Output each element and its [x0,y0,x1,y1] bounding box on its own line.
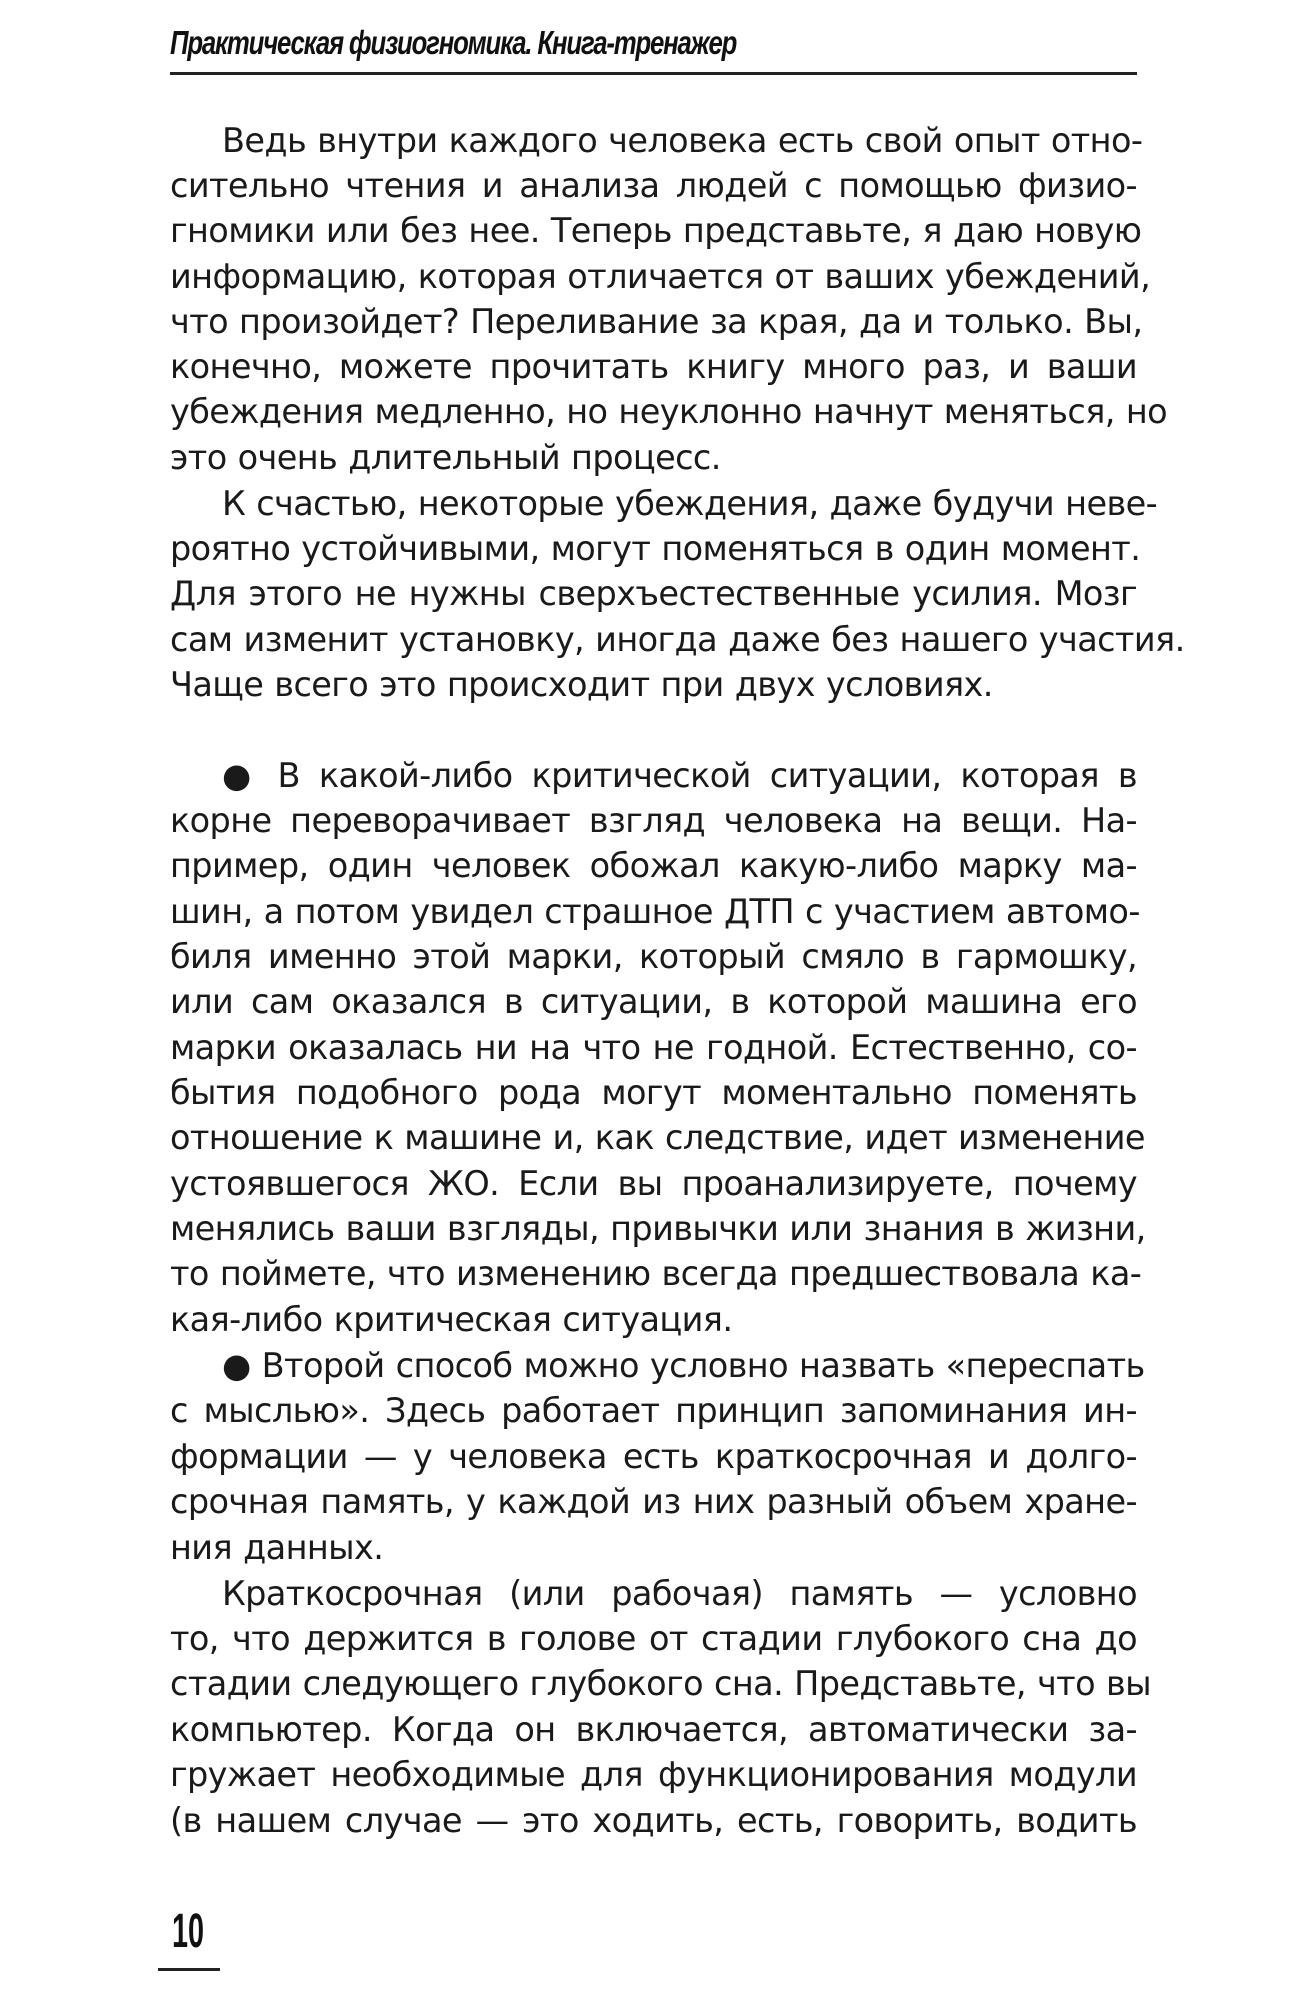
header-rule [170,72,1137,75]
text-line: ● Второй способ можно условно назвать «переспать [222,1346,1145,1385]
text-line: Для этого не нужны сверхъестественные усилия. Мозг [170,574,1137,613]
running-head-title: Практическая физиогномика. Книга-тренажер [170,24,737,61]
text-line: бытия подобного рода могут моментально поменять [170,1073,1137,1112]
text-line: отношение к машине и, как следствие, идет изменение [170,1118,1145,1157]
text-line: что произойдет? Переливание за края, да и только. Вы, [170,302,1143,341]
text-line: ния данных. [170,1528,384,1567]
text-line: или сам оказался в ситуации, в которой машина его [170,982,1137,1021]
text-line: биля именно этой марки, который смяло в гармошку, [170,937,1137,976]
text-line: компьютер. Когда он включается, автоматически за- [170,1710,1137,1749]
text-line: то, что держится в голове от стадии глубокого сна до [170,1619,1137,1658]
text-line: менялись ваши взгляды, привычки или знания в жизни, [170,1209,1146,1248]
text-line: роятно устойчивыми, могут поменяться в один момент. [170,529,1141,568]
text-line: (в нашем случае — это ходить, есть, говорить, водить [170,1801,1137,1840]
text-line: это очень длительный процесс. [170,438,721,477]
text-line: устоявшегося ЖО. Если вы проанализируете, почему [170,1164,1137,1203]
text-line: Чаще всего это происходит при двух условиях. [170,665,993,704]
text-line: гружает необходимые для функционирования модули [170,1755,1137,1794]
text-line: конечно, можете прочитать книгу много раз, и ваши [170,347,1137,386]
text-line: гномики или без нее. Теперь представьте, я даю новую [170,211,1142,250]
text-line: сительно чтения и анализа людей с помощью физио- [170,166,1137,205]
text-line: марки оказалась ни на что не годной. Естественно, со- [170,1028,1137,1067]
text-line: К счастью, некоторые убеждения, даже будучи неве- [222,484,1158,523]
text-line: сам изменит установку, иногда даже без нашего участия. [170,620,1185,659]
text-line: Краткосрочная (или рабочая) память — условно [222,1574,1137,1613]
text-line: формации — у человека есть краткосрочная и долго- [170,1437,1137,1476]
text-line: убеждения медленно, но неуклонно начнут меняться, но [170,392,1168,431]
text-line: пример, один человек обожал какую-либо марку ма- [170,846,1137,885]
page-number-rule [158,1968,220,1971]
text-line: срочная память, у каждой из них разный объем хране- [170,1482,1137,1521]
text-line: то поймете, что изменению всегда предшествовала ка- [170,1254,1142,1293]
text-line: кая-либо критическая ситуация. [170,1300,733,1339]
text-line: с мыслью». Здесь работает принцип запоминания ин- [170,1391,1137,1430]
text-line: корне переворачивает взгляд человека на вещи. На- [170,801,1137,840]
text-line: шин, а потом увидел страшное ДТП с участием автомо- [170,892,1140,931]
text-line: ● В какой-либо критической ситуации, которая в [222,756,1137,795]
text-line: стадии следующего глубокого сна. Представьте, что вы [170,1664,1152,1703]
text-line: информацию, которая отличается от ваших убеждений, [170,257,1151,296]
text-line: Ведь внутри каждого человека есть свой опыт отно- [222,121,1143,160]
page-number: 10 [172,1905,205,1958]
